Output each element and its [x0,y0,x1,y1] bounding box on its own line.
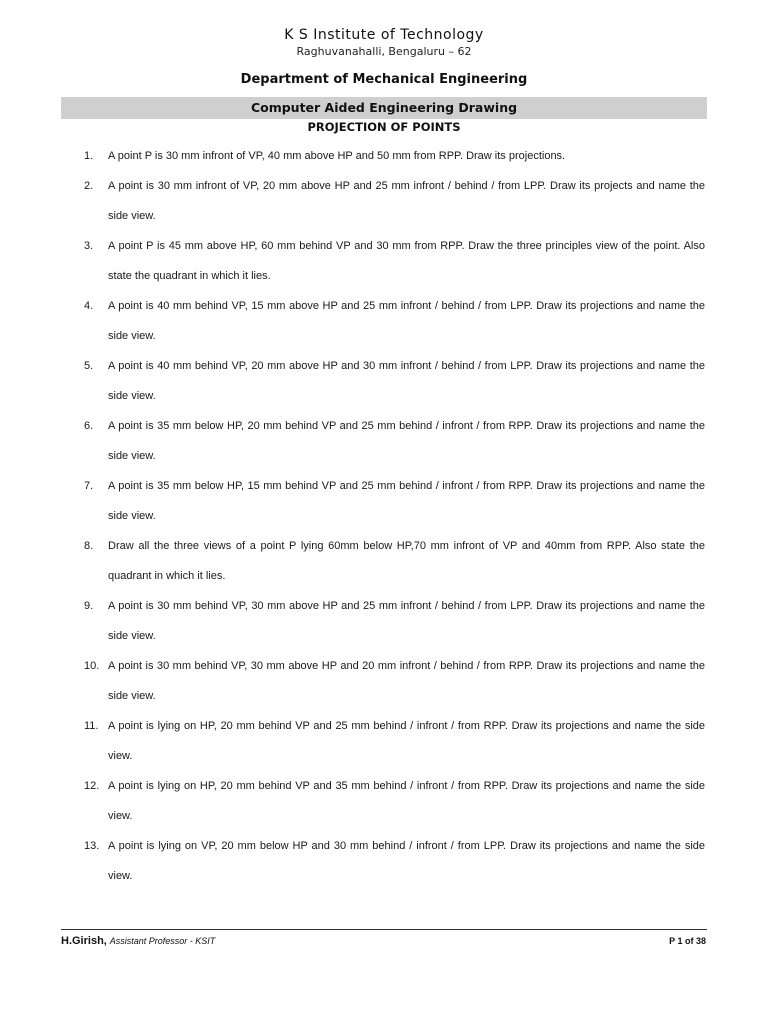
question-text: A point is 35 mm below HP, 15 mm behind VP and 25 mm behind / infront / from RPP. Draw its projections and name the side view. [108,480,705,522]
question-item [0,291,768,351]
question-number: 3. [84,240,94,252]
author-name: H.Girish, [61,935,107,947]
question-text: A point is 35 mm below HP, 20 mm behind VP and 25 mm behind / infront / from RPP. Draw its projections and name the side view. [108,420,705,462]
question-number: 12. [84,780,100,792]
question-text: Draw all the three views of a point P lying 60mm below HP,70 mm infront of VP and 40mm from RPP. Also state the quadrant in which it lies. [108,540,705,582]
question-item [0,141,768,171]
question-text: A point is lying on VP, 20 mm below HP and 30 mm behind / infront / from LPP. Draw its projections and name the side view. [108,840,705,882]
page-number: P 1 of 38 [669,936,706,946]
question-text: A point is 40 mm behind VP, 15 mm above HP and 25 mm infront / behind / from LPP. Draw its projections and name the side view. [108,300,705,342]
question-item [0,231,768,291]
department-title: Department of Mechanical Engineering [240,72,528,87]
question-item [0,651,768,711]
question-item [0,531,768,591]
question-item [0,591,768,651]
question-number: 10. [84,660,100,672]
subject-banner: Computer Aided Engineering Drawing [61,97,707,119]
question-text: A point P is 45 mm above HP, 60 mm behind VP and 30 mm from RPP. Draw the three principles view of the point. Also state the quadrant in which it lies. [108,240,705,282]
institute-address: Raghuvanahalli, Bengaluru – 62 [296,45,472,58]
question-text: A point is lying on HP, 20 mm behind VP and 35 mm behind / infront / from RPP. Draw its projections and name the side view. [108,780,705,822]
institute-name: K S Institute of Technology [284,27,484,43]
footer-divider [61,929,707,930]
question-number: 2. [84,180,94,192]
question-number: 13. [84,840,100,852]
question-item [0,771,768,831]
question-item [0,471,768,531]
question-number: 8. [84,540,94,552]
question-item [0,411,768,471]
question-text: A point P is 30 mm infront of VP, 40 mm above HP and 50 mm from RPP. Draw its projections. [108,150,566,162]
question-text: A point is 30 mm behind VP, 30 mm above HP and 25 mm infront / behind / from LPP. Draw its projections and name the side view. [108,600,705,642]
question-item [0,831,768,891]
question-text: A point is 30 mm infront of VP, 20 mm above HP and 25 mm infront / behind / from LPP. Draw its projects and name the side view. [108,180,705,222]
topic-heading: PROJECTION OF POINTS [307,120,461,134]
question-item [0,351,768,411]
question-item [0,171,768,231]
question-text: A point is 40 mm behind VP, 20 mm above HP and 30 mm infront / behind / from LPP. Draw its projections and name the side view. [108,360,705,402]
question-number: 1. [84,150,94,162]
question-number: 9. [84,600,94,612]
footer-author [61,935,215,947]
question-text: A point is lying on HP, 20 mm behind VP and 25 mm behind / infront / from RPP. Draw its projections and name the side view. [108,720,705,762]
question-number: 7. [84,480,94,492]
question-number: 4. [84,300,94,312]
question-number: 11. [84,720,99,732]
question-item [0,711,768,771]
author-role: Assistant Professor - KSIT [109,936,216,946]
question-text: A point is 30 mm behind VP, 30 mm above HP and 20 mm infront / behind / from RPP. Draw its projections and name the side view. [108,660,705,702]
question-list [0,141,768,891]
question-number: 5. [84,360,94,372]
question-number: 6. [84,420,94,432]
